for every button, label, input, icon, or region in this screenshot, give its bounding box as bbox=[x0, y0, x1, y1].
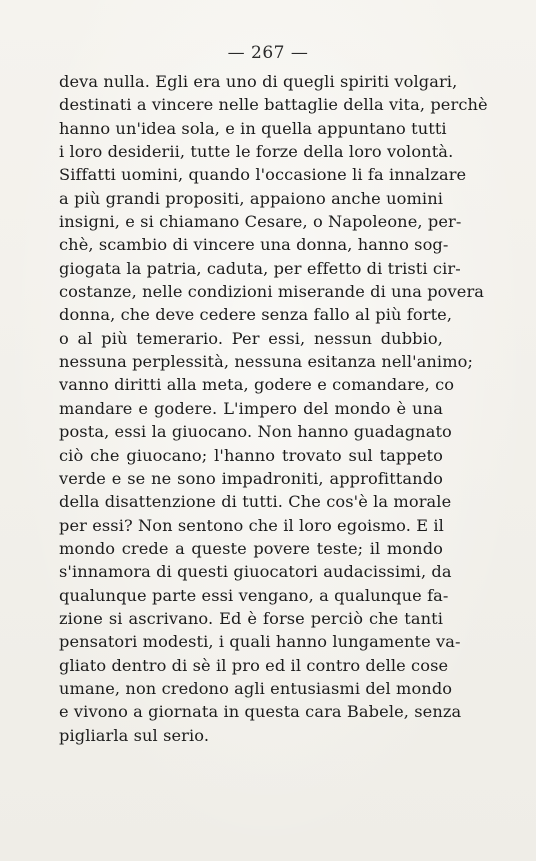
text-line: gliato dentro di sè il pro ed il contro delle cose bbox=[59, 655, 449, 675]
text-line: verde e se ne sono impadroniti, approfittando bbox=[59, 468, 443, 488]
text-line: ciò che giuocano; l'hanno trovato sul tappeto bbox=[59, 445, 443, 465]
text-line: Siffatti uomini, quando l'occasione li fa innalzare bbox=[59, 165, 467, 185]
text-line: zione si ascrivano. Ed è forse perciò che tanti bbox=[59, 608, 443, 628]
text-line: pensatori modesti, i quali hanno lungamente va- bbox=[59, 632, 461, 652]
text-line: posta, essi la giuocano. Non hanno guadagnato bbox=[59, 422, 452, 442]
text-line: pigliarla sul serio. bbox=[59, 725, 210, 745]
text-line: e vivono a giornata in questa cara Babele, senza bbox=[59, 702, 462, 722]
text-line: insigni, e si chiamano Cesare, o Napoleone, per- bbox=[59, 212, 462, 232]
text-line: s'innamora di questi giuocatori audacissimi, da bbox=[59, 562, 452, 582]
text-line: vanno diritti alla meta, godere e comandare, co bbox=[59, 375, 455, 395]
text-line: qualunque parte essi vengano, a qualunque fa- bbox=[59, 585, 449, 605]
body-text bbox=[59, 70, 488, 747]
text-line: della disattenzione di tutti. Che cos'è la morale bbox=[59, 492, 452, 512]
text-line: a più grandi propositi, appaiono anche uomini bbox=[59, 188, 443, 208]
text-line: o al più temerario. Per essi, nessun dubbio, bbox=[59, 328, 443, 348]
text-line: umane, non credono agli entusiasmi del mondo bbox=[59, 678, 453, 698]
text-line: mondo crede a queste povere teste; il mondo bbox=[59, 538, 443, 558]
text-line: giogata la patria, caduta, per effetto di tristi cir- bbox=[59, 258, 461, 278]
page-number: — 267 — bbox=[227, 43, 309, 63]
text-line: hanno un'idea sola, e in quella appuntano tutti bbox=[59, 118, 447, 138]
text-line: chè, scambio di vincere una donna, hanno sog- bbox=[59, 235, 449, 255]
text-line: nessuna perplessità, nessuna esitanza nell'animo; bbox=[59, 352, 474, 372]
text-line: costanze, nelle condizioni miserande di una povera bbox=[59, 282, 485, 302]
text-line: donna, che deve cedere senza fallo al più forte, bbox=[59, 305, 453, 325]
text-line: i loro desiderii, tutte le forze della loro volontà. bbox=[59, 142, 454, 162]
text-line: mandare e godere. L'impero del mondo è una bbox=[59, 398, 443, 418]
text-line: per essi? Non sentono che il loro egoismo. E il bbox=[59, 515, 444, 535]
text-line: deva nulla. Egli era uno di quegli spiriti volgari, bbox=[59, 72, 458, 91]
text-line: destinati a vincere nelle battaglie della vita, perchè bbox=[59, 95, 488, 115]
